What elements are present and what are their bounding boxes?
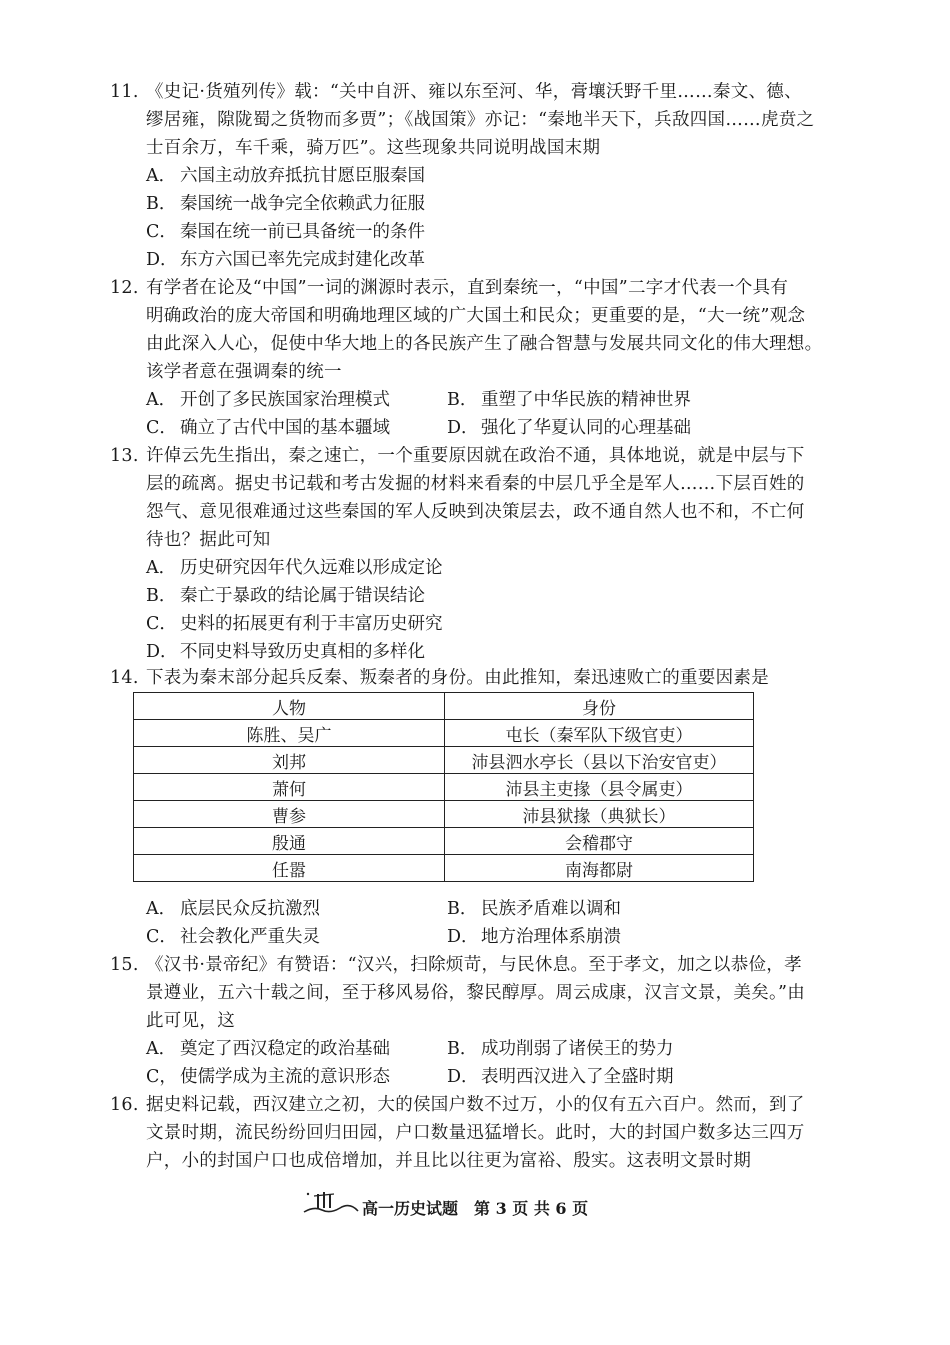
q13-line-1: 13. 许倬云先生指出，秦之速亡，一个重要原因就在政治不通，具体地说，就是中层与下 <box>110 442 805 470</box>
q13-line-2: 层的疏离。据史书记载和考古发掘的材料来看秦的中层几乎全是军人……下层百姓的 <box>146 474 805 494</box>
q16-line-3: 户，小的封国户口也成倍增加，并且比以往更为富裕、殷实。这表明文景时期 <box>146 1151 752 1171</box>
q12-option-c[interactable]: C． 确立了古代中国的基本疆域 <box>146 418 390 438</box>
q15-option-a[interactable]: A． 奠定了西汉稳定的政治基础 <box>146 1039 390 1059</box>
q15-line-3: 此可见，这 <box>146 1011 235 1031</box>
q13-option-b[interactable]: B． 秦亡于暴政的结论属于错误结论 <box>146 586 425 606</box>
q15-number: 15. <box>110 955 139 975</box>
q12-option-d[interactable]: D． 强化了华夏认同的心理基础 <box>447 418 691 438</box>
table-row <box>134 801 754 828</box>
q13-option-d[interactable]: D． 不同史料导致历史真相的多样化 <box>146 642 425 662</box>
table-row <box>134 828 754 855</box>
table-row <box>134 774 754 801</box>
q15-option-b[interactable]: B． 成功削弱了诸侯王的势力 <box>447 1039 674 1059</box>
column-header-identity: 身份 <box>445 693 754 720</box>
q15-line-2: 景遵业，五六十载之间，至于移风易俗，黎民醇厚。周云成康，汉言文景，美矣。”由 <box>146 983 806 1003</box>
q11-number: 11. <box>110 82 139 102</box>
q13-number: 13. <box>110 446 139 466</box>
q12-line-2: 明确政治的庞大帝国和明确地理区域的广大国土和民众；更重要的是，“大一统”观念 <box>146 306 806 326</box>
identity-table <box>133 692 754 882</box>
q15-line-1: 15. 《汉书·景帝纪》有赞语：“汉兴，扫除烦苛，与民休息。至于孝文，加之以恭俭，孝 <box>110 951 802 979</box>
q16-number: 16. <box>110 1095 139 1115</box>
table-cell-identity: 屯长（秦军队下级官吏） <box>445 720 754 747</box>
q15-option-d[interactable]: D． 表明西汉进入了全盛时期 <box>447 1067 674 1087</box>
table-cell-identity: 沛县泗水亭长（县以下治安官吏） <box>445 747 754 774</box>
q12-line-1: 12. 有学者在论及“中国”一词的渊源时表示，直到秦统一，“中国”二字才代表一个具有 <box>110 274 788 302</box>
table-cell-person: 刘邦 <box>134 747 445 774</box>
table-header-row <box>134 693 754 720</box>
table-row <box>134 747 754 774</box>
q11-line-3: 士百余万，车千乘，骑万匹”。这些现象共同说明战国末期 <box>146 138 601 158</box>
table-cell-person: 任嚣 <box>134 855 445 882</box>
column-header-person: 人物 <box>134 693 445 720</box>
table-cell-identity: 南海都尉 <box>445 855 754 882</box>
table-cell-person: 殷通 <box>134 828 445 855</box>
q12-option-b[interactable]: B． 重塑了中华民族的精神世界 <box>447 390 691 410</box>
table-cell-identity: 沛县狱掾（典狱长） <box>445 801 754 828</box>
publisher-logo-icon <box>300 1188 362 1218</box>
q13-option-c[interactable]: C． 史料的拓展更有利于丰富历史研究 <box>146 614 443 634</box>
q11-option-a[interactable]: A． 六国主动放弃抵抗甘愿臣服秦国 <box>146 166 425 186</box>
q15-option-c[interactable]: C， 使儒学成为主流的意识形态 <box>146 1067 390 1087</box>
table-cell-person: 陈胜、吴广 <box>134 720 445 747</box>
q11-line-1: 11. 《史记·货殖列传》载：“关中自汧、雍以东至河、华，膏壤沃野千里……秦文、德、 <box>110 78 802 106</box>
q14-number: 14. <box>110 668 139 688</box>
q12-option-a[interactable]: A． 开创了多民族国家治理模式 <box>146 390 390 410</box>
q13-line-3: 怨气、意见很难通过这些秦国的军人反映到决策层去，政不通自然人也不和，不亡何 <box>146 502 805 522</box>
q14-option-b[interactable]: B． 民族矛盾难以调和 <box>447 899 621 919</box>
q14-option-c[interactable]: C． 社会教化严重失灵 <box>146 927 320 947</box>
table-cell-identity: 沛县主吏掾（县令属吏） <box>445 774 754 801</box>
q16-line-2: 文景时期，流民纷纷回归田园，户口数量迅猛增长。此时，大的封国户数多达三四万 <box>146 1123 805 1143</box>
q14-option-a[interactable]: A． 底层民众反抗激烈 <box>146 899 320 919</box>
table-row <box>134 720 754 747</box>
q11-option-c[interactable]: C． 秦国在统一前已具备统一的条件 <box>146 222 425 242</box>
q11-option-d[interactable]: D． 东方六国已率先完成封建化改革 <box>146 250 425 270</box>
q14-option-d[interactable]: D． 地方治理体系崩溃 <box>447 927 621 947</box>
q16-line-1: 16. 据史料记载，西汉建立之初，大的侯国户数不过万，小的仅有五六百户。然而，到了 <box>110 1091 805 1119</box>
q13-option-a[interactable]: A． 历史研究因年代久远难以形成定论 <box>146 558 443 578</box>
q11-option-b[interactable]: B． 秦国统一战争完全依赖武力征服 <box>146 194 425 214</box>
q12-number: 12. <box>110 278 139 298</box>
q12-line-4: 该学者意在强调秦的统一 <box>146 362 342 382</box>
q13-line-4: 待也？据此可知 <box>146 530 271 550</box>
table-cell-person: 曹参 <box>134 801 445 828</box>
q14-line-1: 14. 下表为秦末部分起兵反秦、叛秦者的身份。由此推知，秦迅速败亡的重要因素是 <box>110 664 769 692</box>
q11-line-2: 缪居雍，隙陇蜀之货物而多贾”；《战国策》亦记：“秦地半天下，兵敌四国……虎贲之 <box>146 110 815 130</box>
table-cell-person: 萧何 <box>134 774 445 801</box>
table-cell-identity: 会稽郡守 <box>445 828 754 855</box>
table-row <box>134 855 754 882</box>
page-footer: 高一历史试题 第 3 页 共 6 页 <box>362 1199 589 1218</box>
q12-line-3: 由此深入人心，促使中华大地上的各民族产生了融合智慧与发展共同文化的伟大理想。 <box>146 334 823 354</box>
